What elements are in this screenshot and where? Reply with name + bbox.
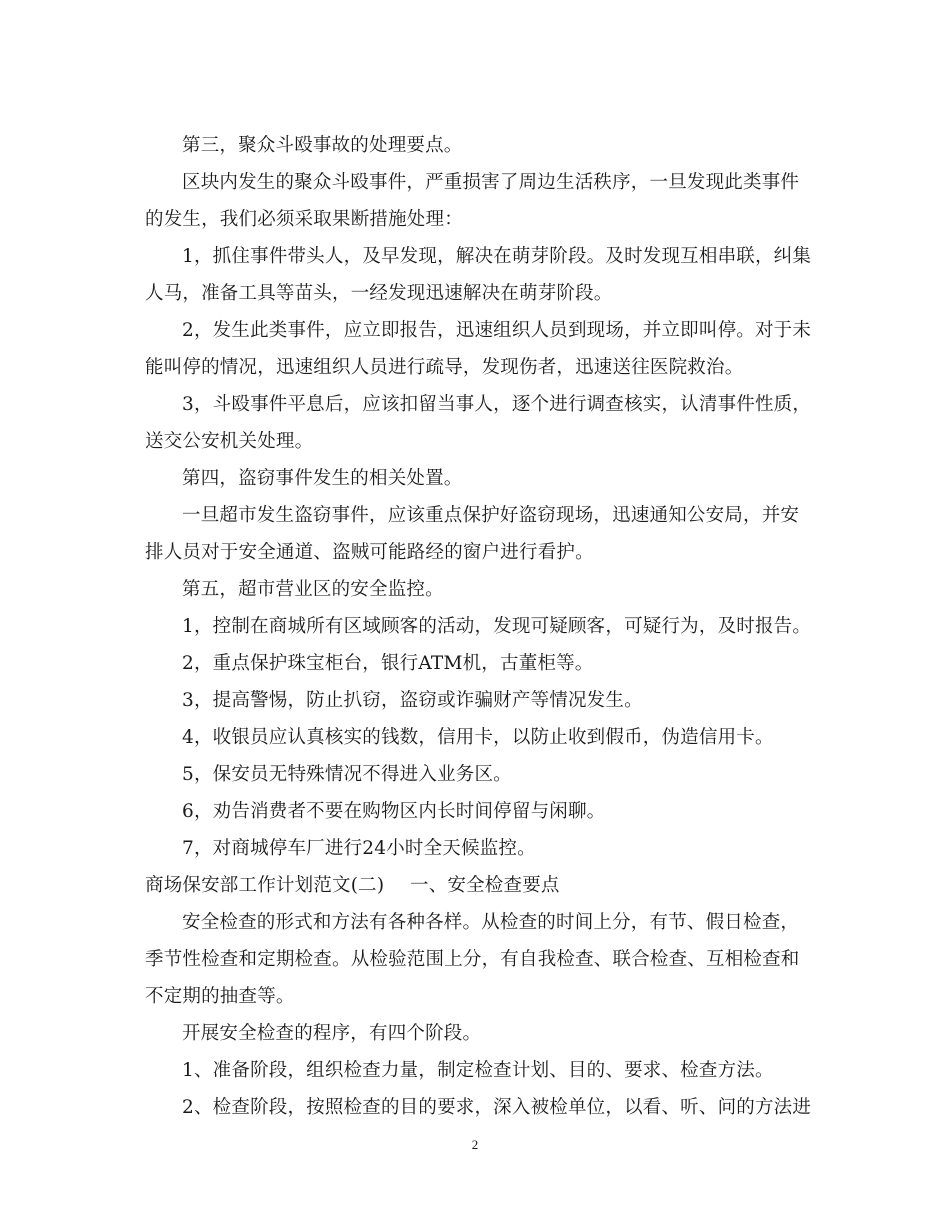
paragraph-line: 2、检查阶段，按照检查的目的要求，深入被检单位，以看、听、问的方法进 [182, 1097, 812, 1118]
section-heading [145, 867, 810, 904]
paragraph-line: 排人员对于安全通道、盗贼可能路经的窗户进行看护。 [145, 542, 594, 563]
paragraph-line: 送交公安机关处理。 [145, 431, 314, 452]
paragraph-line: 4，收银员应认真核实的钱数，信用卡，以防止收到假币，伪造信用卡。 [182, 727, 774, 748]
page-number: 2 [471, 1137, 479, 1152]
document-body [145, 127, 810, 1126]
paragraph-line: 安全检查的形式和方法有各种各样。从检查的时间上分，有节、假日检查， [182, 912, 800, 933]
paragraph-line: 季节性检查和定期检查。从检验范围上分，有自我检查、联合检查、互相检查和 [145, 949, 800, 970]
paragraph-line: 1、准备阶段，组织检查力量，制定检查计划、目的、要求、检查方法。 [182, 1060, 774, 1081]
paragraph-line: 第五，超市营业区的安全监控。 [182, 579, 444, 600]
paragraph-line: 区块内发生的聚众斗殴事件，严重损害了周边生活秩序，一旦发现此类事件 [182, 172, 800, 193]
section-title: 商场保安部工作计划范文(二) [145, 875, 385, 896]
paragraph-line: 2，发生此类事件，应立即报告，迅速组织人员到现场，并立即叫停。对于未 [182, 320, 812, 341]
section-subtitle: 一、安全检查要点 [410, 875, 560, 896]
paragraph-line: 的发生，我们必须采取果断措施处理： [145, 209, 463, 230]
paragraph-line: 5，保安员无特殊情况不得进入业务区。 [182, 764, 512, 785]
paragraph-line: 不定期的抽查等。 [145, 986, 295, 1007]
paragraph-line: 一旦超市发生盗窃事件，应该重点保护好盗窃现场，迅速通知公安局，并安 [182, 505, 800, 526]
paragraph-line: 7，对商城停车厂进行24小时全天候监控。 [182, 838, 536, 859]
paragraph-line: 3，提高警惕，防止扒窃，盗窃或诈骗财产等情况发生。 [182, 690, 643, 711]
paragraph-line: 第四，盗窃事件发生的相关处置。 [182, 468, 463, 489]
paragraph-line: 能叫停的情况，迅速组织人员进行疏导，发现伤者，迅速送往医院救治。 [145, 357, 744, 378]
paragraph-line: 人马，准备工具等苗头，一经发现迅速解决在萌芽阶段。 [145, 283, 613, 304]
paragraph-line: 6，劝告消费者不要在购物区内长时间停留与闲聊。 [182, 801, 606, 822]
paragraph-line: 1，抓住事件带头人，及早发现，解决在萌芽阶段。及时发现互相串联，纠集 [182, 246, 812, 267]
paragraph-line: 2，重点保护珠宝柜台，银行ATM机，古董柜等。 [182, 653, 594, 674]
paragraph-line: 第三，聚众斗殴事故的处理要点。 [182, 135, 463, 156]
paragraph-line: 开展安全检查的程序，有四个阶段。 [182, 1023, 482, 1044]
paragraph-line: 3，斗殴事件平息后，应该扣留当事人，逐个进行调查核实，认清事件性质， [182, 394, 812, 415]
paragraph-line: 1，控制在商城所有区域顾客的活动，发现可疑顾客，可疑行为，及时报告。 [182, 616, 812, 637]
